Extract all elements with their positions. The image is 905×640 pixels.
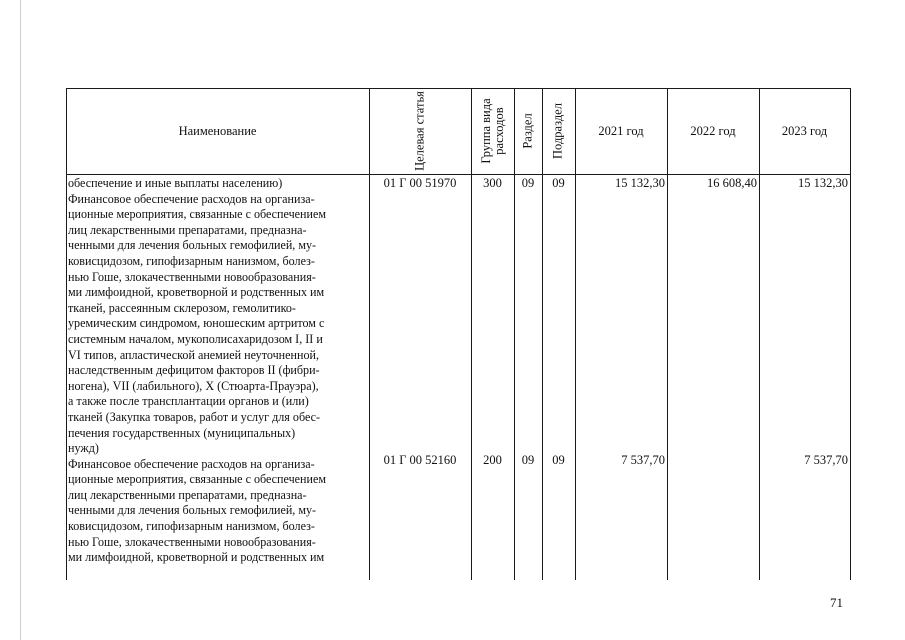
subsection-code: 09 [552, 176, 565, 190]
desc-line: системным началом, мукополисахаридозом I, II и [68, 331, 323, 346]
target-code: 01 Г 00 52160 [383, 453, 457, 467]
col-border [369, 88, 370, 580]
amount-2023: 15 132,30 [798, 176, 848, 190]
col-border [471, 88, 472, 580]
header-2022: 2022 год [690, 123, 736, 138]
header-bottom-border [66, 174, 851, 175]
desc-line: ченными для лечения больных гемофилией, му- [68, 238, 317, 253]
col-border [542, 88, 543, 580]
budget-table [66, 88, 851, 580]
desc-line: ногена), VII (лабильного), X (Стюарта-Прауэра), [68, 378, 319, 393]
desc-line: наследственным дефицитом факторов II (фибри- [68, 363, 320, 378]
desc-line: нью Гоше, злокачественными новообразования- [68, 269, 316, 284]
header-2021: 2021 год [598, 123, 644, 138]
col-border [850, 88, 851, 580]
desc-line: печения государственных (муниципальных) [68, 425, 296, 440]
amount-2023: 7 537,70 [804, 453, 848, 467]
desc-line: нью Гоше, злокачественными новообразования- [68, 534, 316, 549]
page-left-margin-line [20, 0, 21, 640]
desc-line: ковисцидозом, гипофизарным нанизмом, болез- [68, 253, 315, 268]
amount-2021: 7 537,70 [621, 453, 665, 467]
section-code: 09 [521, 176, 535, 190]
desc-line: ционные мероприятия, связанные с обеспечением [68, 472, 326, 487]
target-code: 01 Г 00 51970 [383, 176, 457, 190]
desc-line: уремическим синдромом, юношеским артритом с [68, 316, 325, 331]
desc-line: ковисцидозом, гипофизарным нанизмом, болез- [68, 519, 315, 534]
desc-line: тканей, рассеянным склерозом, гемолитико- [68, 300, 296, 315]
desc-line: ми лимфоидной, кроветворной и родственных им [68, 285, 325, 300]
desc-line: ми лимфоидной, кроветворной и родственных им [68, 550, 325, 565]
row-description [68, 176, 368, 566]
desc-line: нужд) [68, 441, 99, 456]
subsection-code: 09 [552, 453, 565, 467]
desc-line: лиц лекарственными препаратами, предназна- [68, 222, 307, 237]
desc-line: ченными для лечения больных гемофилией, му- [68, 503, 317, 518]
desc-line: тканей (Закупка товаров, работ и услуг для обес- [68, 409, 321, 424]
header-target: Целевая статья [412, 91, 427, 171]
desc-line: обеспечение и иные выплаты населению) [68, 176, 283, 190]
desc-line: VI типов, апластической анемией неуточненной, [68, 347, 319, 362]
amount-2022: 16 608,40 [707, 176, 757, 190]
header-subsection: Подраздел [550, 103, 565, 159]
amount-2021: 15 132,30 [615, 176, 665, 190]
header-name: Наименование [178, 123, 257, 138]
page-number: 71 [830, 595, 843, 610]
group-code: 200 [483, 453, 502, 467]
section-code: 09 [521, 453, 535, 467]
header-section: Раздел [520, 113, 535, 149]
desc-line: ционные мероприятия, связанные с обеспечением [68, 207, 326, 222]
desc-line: а также после трансплантации органов и (или) [68, 394, 309, 409]
desc-line: Финансовое обеспечение расходов на организа- [68, 456, 315, 471]
header-2023: 2023 год [781, 123, 828, 138]
desc-line: Финансовое обеспечение расходов на организа- [68, 191, 315, 206]
col-border [514, 88, 515, 580]
desc-line: лиц лекарственными препаратами, предназна- [68, 487, 307, 502]
group-code: 300 [483, 176, 502, 190]
header-group: Группа вида расходов [479, 98, 506, 164]
